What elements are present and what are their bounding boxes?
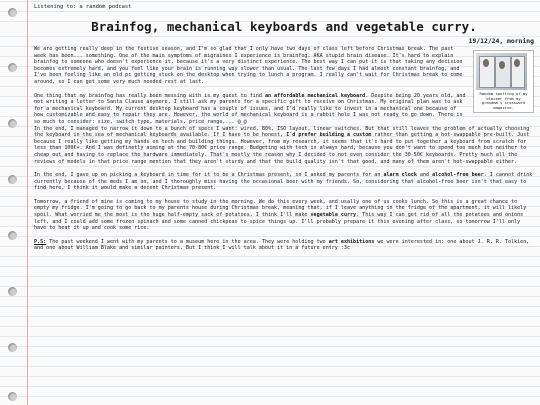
paragraph-brainfog: We are getting really deep in the festive season, and I'm so glad that I only have two days of class left before Christmas break. The past week has been... something. One of the main symptoms of migraines I experience is brainfog, AKA stupid brain disease. It's hard to explain brainfog to someone who doesn't experience it, because it's a very distinct experience. The best way I can put it is that taking any decision becomes extremely hard, and you feel like your brain is running way slower than usual. The last few days I had almost constant brainfog, and I've been feeling like an old pc getting stuck on the desktop when trying to lunch a program. I really can't wait for Christmas break to come around, so I can get some very much needed rest at last. xyxy=(34,46,463,85)
paragraph-christmas-gift: In the end, I gave up on picking a keyboard in time for it to be a Christmas present, so I asked my parents for an alarm clock and alcohol-free beer. I cannot drink currently because of the meds I am on, and I thoroughly miss having the occasional beer with my friends. So, considering that alcohol-free beer isn't that easy to find here, I think it would make a decent Christmas present. xyxy=(34,172,533,192)
journal-entry xyxy=(34,3,534,259)
photo-caption: Random spotting of my blocker from my grandma's crossword magazine. xyxy=(479,91,528,110)
paragraph-postscript: P.S: The past weekend I went with my parents to a museum here in the area. They were holding two art exhibitions we were interested in: one about J. R. R. Tolkien, and one about William Blake and similar painters. But I think I will talk about it in a future entry :3c xyxy=(34,238,530,252)
binder-hole xyxy=(8,392,17,401)
entry-date: 19/12/24, morning xyxy=(468,37,534,45)
photo-image xyxy=(476,53,527,90)
listening-to-text: Listening to: a random podcast xyxy=(34,4,132,10)
entry-title: Brainfog, mechanical keyboards and vegetable curry. xyxy=(91,19,477,34)
binder-hole xyxy=(8,231,17,240)
binder-hole xyxy=(8,343,17,352)
paragraph-keyboard-specs: In the end, I managed to narrow it down to a bunch of specs I want: wired, 80%, ISO layout, linear switches. But that still leaves the problem of actually choosing the keyboard in the sea of mechanical keyboards available. If I have to be honest, I'd prefer building a custom rather than getting a hot-swappable pre-built. Just because I really like getting my hands on tech and building things. However, from my research, it seems that it's hard to put together a keyboard from scratch for less than 100€+. And I was definetly aiming at the 70-80€ price range. Budgeting with tech is always hard, because you don't want to spend too much but neither to cheap out and having to replace the hardware immediately. That's mostly the reason why I decided to not even consider the 30-50€ keyboards. Pretty much all the reviews of models in that price range mention that they aren't sturdy and that the build quality isn't that good, and many of them aren't hot-swappable either. xyxy=(34,125,530,165)
binder-hole xyxy=(8,119,17,128)
binder-hole xyxy=(8,175,17,184)
paragraph-keyboard-quest: One thing that my brainfog has really been messing with is my quest to find an affordable mechanical keyboard. Despite being 20 years old, and not writing a letter to Santa Clause anymore, I still ask my parents for a specific gift to receive on Christmas. My original plan was to ask for a mechanical keyboard. My current desktop keyboard has a couple of issues, and I'd really like to invest in a mechanical one because of how customizable and easy to repair they are. However, the world of mechanical keyboard is a rabbit hole I was not ready to go down. There is so much to consider: size, switch type, materials, price range,... @_@ xyxy=(34,92,466,125)
margin-line xyxy=(27,0,28,405)
paragraph-vegetable-curry: Tomorrow, a friend of mine is coming to my house to study in the morning. We do this every week, and usally one of us cooks lunch. So this is a great chance to empty my fridge. I'm going to go back to my parents house during Christmas break, meaning that, if I leave anything in the fridge of the apartment, it will likely spoil. What worried me the most is the huge half-empty sack of potatoes. I think I'll make vegetable curry. This way I can get rid of all the potatoes and onions left, and I could add some frozen spinach and some canned chickpeas to spice things up. I'll probably prepare it this evening after class, so tomorrow I'll only have to heat it up and cook some rice. xyxy=(34,198,527,232)
binder-hole xyxy=(8,8,17,17)
photo-frame xyxy=(473,50,534,113)
binder-hole xyxy=(8,287,17,296)
binder-hole xyxy=(8,63,17,72)
